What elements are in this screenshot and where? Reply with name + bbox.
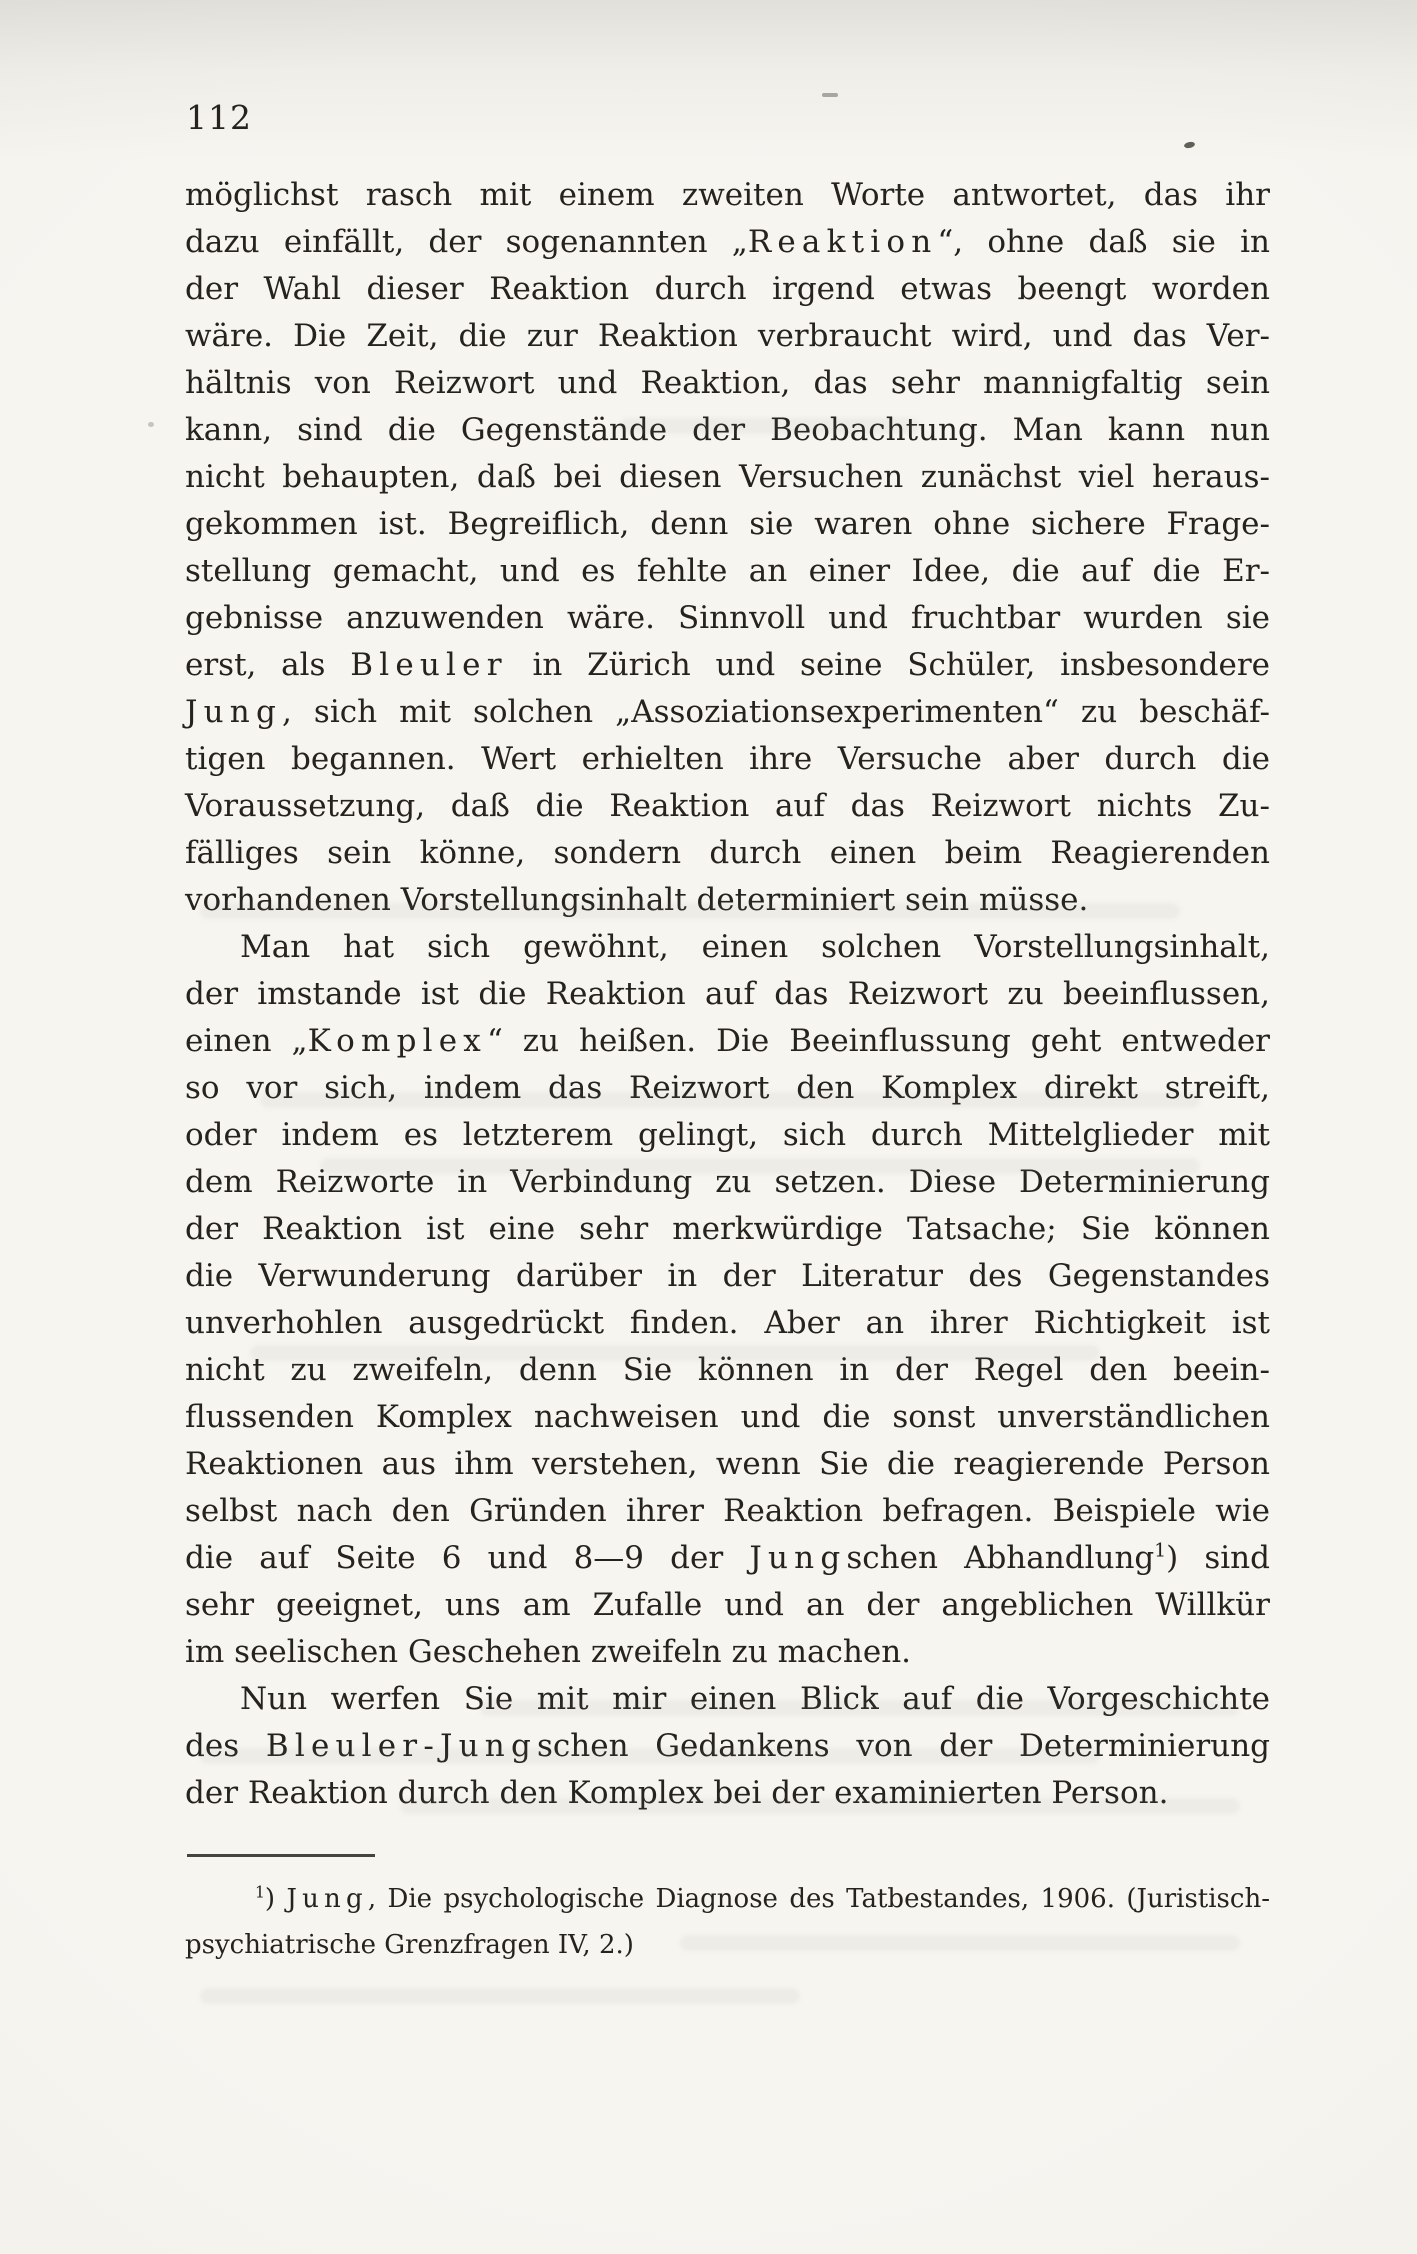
bleed-through-artifact (400, 1798, 1240, 1814)
text-segment: kann, sind die Gegenstände der Beobachtung. Man kann nun (185, 412, 1270, 448)
text-segment: ) (264, 1884, 287, 1914)
text-segment: im seelischen Geschehen zweifeln zu machen. (185, 1634, 912, 1670)
text-line (185, 1253, 1270, 1300)
text-segment: vorhandenen Vorstellungsinhalt determiniert sein müsse. (185, 882, 1089, 918)
text-segment: flussenden Komplex nachweisen und die sonst unverständlichen (185, 1399, 1270, 1435)
bleed-through-artifact (620, 418, 920, 434)
text-segment: des (185, 1728, 266, 1764)
bleed-through-artifact (480, 1700, 1240, 1716)
text-segment: ) sind (1166, 1540, 1270, 1576)
text-segment: in Zürich und seine Schüler, insbesondere (507, 647, 1270, 683)
text-segment: Voraussetzung, daß die Reaktion auf das Reizwort nichts Zu- (185, 788, 1270, 824)
text-segment: der Reaktion durch den Komplex bei der examinierten Person. (185, 1775, 1169, 1811)
text-segment: unverhohlen ausgedrückt finden. Aber an ihrer Richtigkeit ist (185, 1305, 1270, 1341)
bleed-through-artifact (200, 903, 1180, 919)
text-segment: Reaktionen aus ihm verstehen, wenn Sie die reagierende Person (185, 1446, 1270, 1482)
bleed-through-artifact (320, 1158, 1200, 1174)
text-line (185, 1112, 1270, 1159)
text-line (185, 454, 1270, 501)
text-line (185, 736, 1270, 783)
text-segment: der Wahl dieser Reaktion durch irgend etwas beengt worden (185, 271, 1270, 307)
text-segment: einen „ (185, 1023, 308, 1059)
text-segment: dazu einfällt, der sogenannten „ (185, 224, 748, 260)
text-segment: tigen begannen. Wert erhielten ihre Versuche aber durch die (185, 741, 1270, 777)
text-line (185, 266, 1270, 313)
text-line (185, 172, 1270, 219)
text-line (185, 1629, 1270, 1676)
text-line (185, 1300, 1270, 1347)
text-segment: möglichst rasch mit einem zweiten Worte antwortet, das ihr (185, 177, 1270, 213)
text-segment: der Reaktion ist eine sehr merkwürdige Tatsache; Sie können (185, 1211, 1270, 1247)
scan-speck (1183, 141, 1195, 149)
text-segment: dem Reizworte in Verbindung zu setzen. Diese Determinierung (185, 1164, 1270, 1200)
text-line (185, 830, 1270, 877)
text-line (185, 1394, 1270, 1441)
text-segment: so vor sich, indem das Reizwort den Komplex direkt streift, (185, 1070, 1270, 1106)
text-line (185, 642, 1270, 689)
bleed-through-artifact (680, 1935, 1240, 1951)
text-segment: psychiatrische Grenzfragen IV, 2.) (185, 1930, 634, 1960)
bleed-through-artifact (200, 1748, 1100, 1764)
footnote-marker: 1 (255, 1883, 265, 1902)
bleed-through-artifact (250, 1345, 1100, 1361)
bleed-through-artifact (200, 1988, 800, 2004)
text-segment: Man hat sich gewöhnt, einen solchen Vorstellungsinhalt, (240, 929, 1270, 965)
text-segment: gekommen ist. Begreiflich, denn sie waren ohne sichere Frage- (185, 506, 1270, 542)
page-number: 112 (186, 98, 252, 137)
text-segment: erst, als (185, 647, 351, 683)
text-segment: “ zu heißen. Die Beeinflussung geht entweder (486, 1023, 1271, 1059)
text-segment: schen Abhandlung (846, 1540, 1155, 1576)
text-line (185, 783, 1270, 830)
text-line (185, 1018, 1270, 1065)
text-segment: Bleuler-Jung (265, 1728, 538, 1764)
text-segment: “, ohne daß sie in (937, 224, 1271, 260)
text-segment: Reaktion (747, 224, 938, 260)
text-segment: stellung gemacht, und es fehlte an einer Idee, die auf die Er- (185, 553, 1270, 589)
text-segment: oder indem es letzterem gelingt, sich durch Mittelglieder mit (185, 1117, 1270, 1153)
scan-speck (822, 93, 838, 97)
text-line (185, 1206, 1270, 1253)
text-segment: nicht zu zweifeln, denn Sie können in der Regel den beein- (185, 1352, 1270, 1388)
text-line (185, 1441, 1270, 1488)
text-line (185, 1582, 1270, 1629)
text-line (185, 924, 1270, 971)
text-line (185, 595, 1270, 642)
scan-speck (148, 422, 154, 427)
text-segment: selbst nach den Gründen ihrer Reaktion befragen. Beispiele wie (185, 1493, 1270, 1529)
text-line (185, 689, 1270, 736)
text-line (185, 360, 1270, 407)
text-segment: Komplex (307, 1023, 487, 1059)
text-segment: nicht behaupten, daß bei diesen Versuchen zunächst viel heraus- (185, 459, 1270, 495)
text-segment: der imstande ist die Reaktion auf das Reizwort zu beeinflussen, (185, 976, 1270, 1012)
text-segment: Bleuler (350, 647, 508, 683)
footnote (185, 1876, 1270, 1968)
text-line (185, 1488, 1270, 1535)
footnote-rule (187, 1854, 375, 1857)
text-segment: die Verwunderung darüber in der Literatur des Gegenstandes (185, 1258, 1270, 1294)
footnote-marker: 1 (1154, 1540, 1167, 1562)
text-segment: gebnisse anzuwenden wäre. Sinnvoll und fruchtbar wurden sie (185, 600, 1270, 636)
text-line (185, 1535, 1270, 1582)
text-segment: schen Gedankens von der Determinierung (537, 1728, 1270, 1764)
text-line (185, 971, 1270, 1018)
text-segment: , sich mit solchen „Assoziationsexperimenten“ zu beschäf- (282, 694, 1270, 730)
text-segment: wäre. Die Zeit, die zur Reaktion verbraucht wird, und das Ver- (185, 318, 1270, 354)
bleed-through-artifact (260, 1092, 1200, 1108)
text-segment: sehr geeignet, uns am Zufalle und an der angeblichen Willkür (185, 1587, 1270, 1623)
text-line (185, 548, 1270, 595)
text-segment: , Die psychologische Diagnose des Tatbestandes, 1906. (Juristisch- (367, 1884, 1270, 1914)
text-segment: Jung (749, 1540, 847, 1576)
text-line (185, 501, 1270, 548)
text-segment: die auf Seite 6 und 8—9 der (185, 1540, 750, 1576)
footnote-line (185, 1876, 1270, 1922)
text-segment: Nun werfen Sie mit mir einen Blick auf die Vorgeschichte (240, 1681, 1270, 1717)
text-segment: Jung (185, 694, 283, 730)
text-segment: Jung (286, 1884, 368, 1914)
text-segment: hältnis von Reizwort und Reaktion, das sehr mannigfaltig sein (185, 365, 1270, 401)
text-line (185, 313, 1270, 360)
text-line (185, 219, 1270, 266)
text-segment: fälliges sein könne, sondern durch einen beim Reagierenden (185, 835, 1270, 871)
